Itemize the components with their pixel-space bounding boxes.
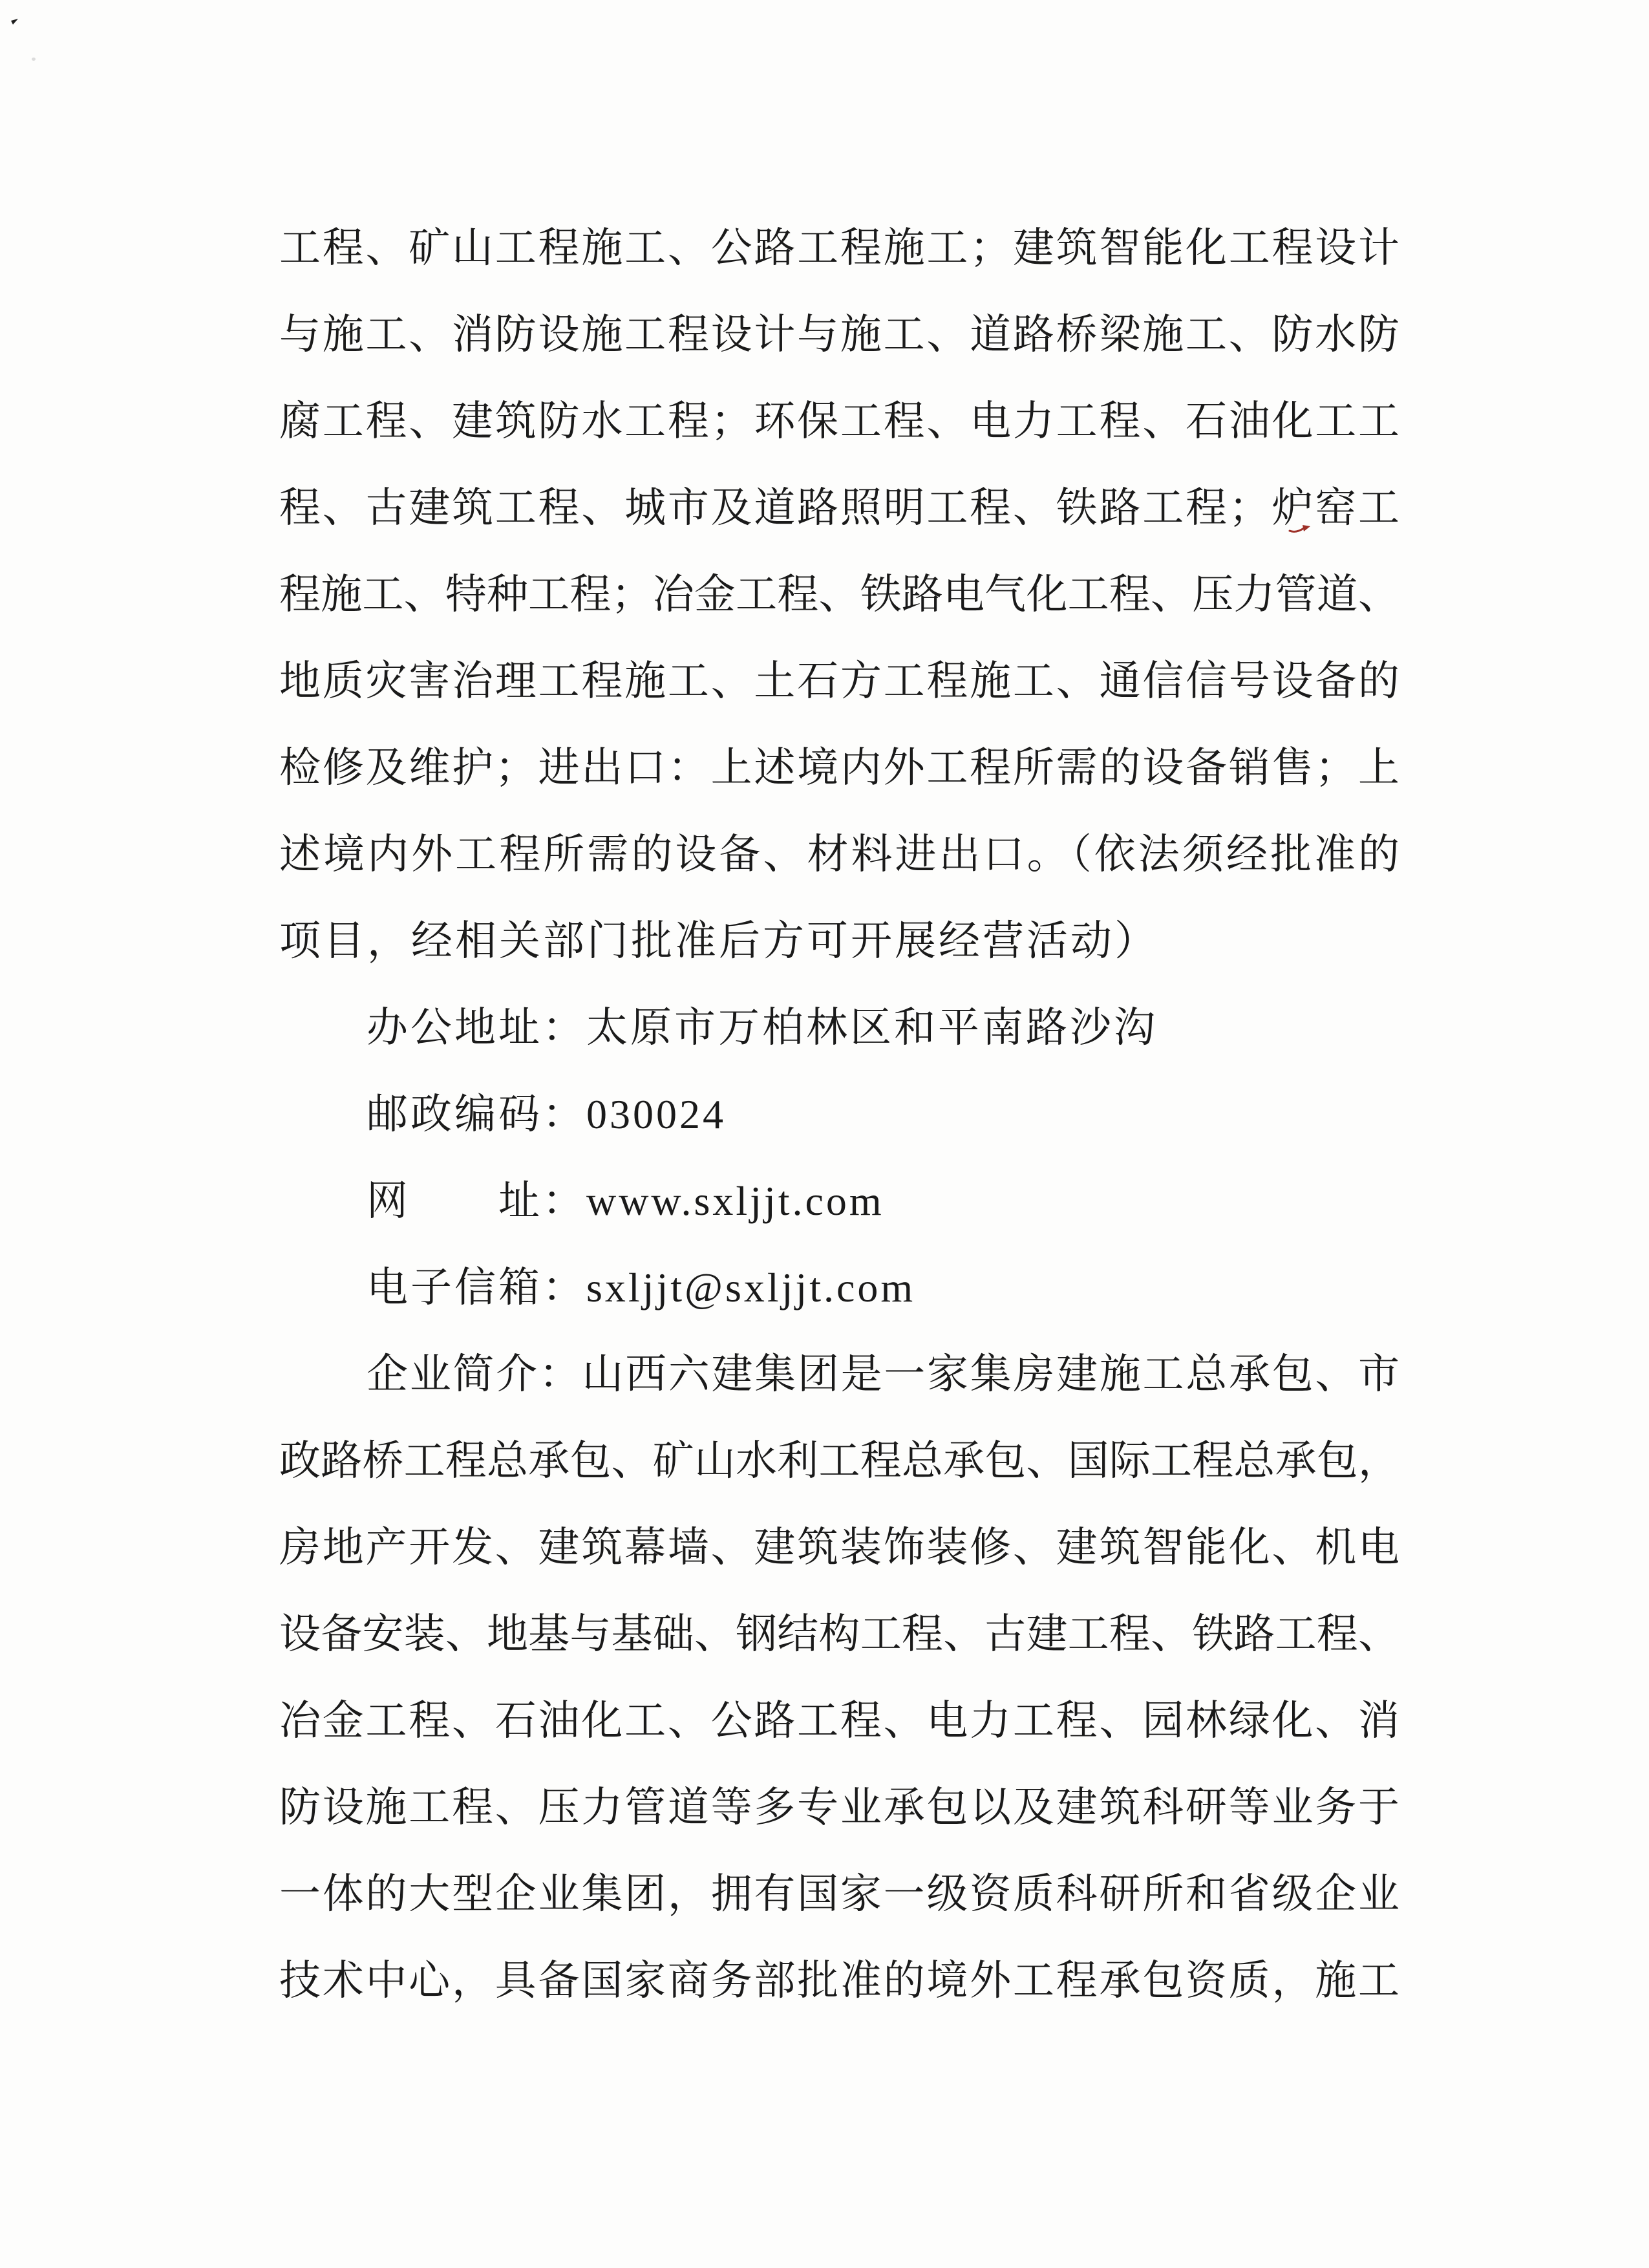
text-line: 项目，经相关部门批准后方可开展经营活动） <box>279 918 1158 964</box>
text-line: 程施工、特种工程；冶金工程、铁路电气化工程、压力管道、 <box>279 572 1399 617</box>
text-line: 地质灾害治理工程施工、土石方工程施工、通信信号设备的 <box>279 658 1399 704</box>
website-line: 网 址：www.sxljjt.com <box>367 1178 884 1224</box>
text-line: 冶金工程、石油化工、公路工程、电力工程、园林绿化、消 <box>279 1698 1399 1744</box>
text-line: 防设施工程、压力管道等多专业承包以及建筑科研等业务于 <box>279 1784 1399 1830</box>
text-line: 一体的大型企业集团，拥有国家一级资质科研所和省级企业 <box>279 1871 1399 1917</box>
text-line: 技术中心，具备国家商务部批准的境外工程承包资质，施工 <box>279 1958 1399 2004</box>
text-line: 述境内外工程所需的设备、材料进出口。（依法须经批准的 <box>279 831 1399 877</box>
text-line: 程、古建筑工程、城市及道路照明工程、铁路工程；炉窑工 <box>279 485 1399 531</box>
text-line: 与施工、消防设施工程设计与施工、道路桥梁施工、防水防 <box>279 312 1399 358</box>
text-line: 房地产开发、建筑幕墙、建筑装饰装修、建筑智能化、机电 <box>279 1524 1399 1570</box>
pen-corner-mark <box>11 17 19 23</box>
text-line: 腐工程、建筑防水工程；环保工程、电力工程、石油化工工 <box>279 398 1399 444</box>
text-line: 政路桥工程总承包、矿山水利工程总承包、国际工程总承包， <box>279 1438 1399 1484</box>
text-line: 工程、矿山工程施工、公路工程施工；建筑智能化工程设计 <box>279 225 1399 271</box>
office-address-line: 办公地址：太原市万柏林区和平南路沙沟 <box>367 1005 1158 1051</box>
document-body <box>279 205 1399 2024</box>
text-line: 检修及维护；进出口：上述境内外工程所需的设备销售；上 <box>279 745 1399 791</box>
text-line: 设备安装、地基与基础、钢结构工程、古建工程、铁路工程、 <box>279 1611 1399 1657</box>
company-intro-line: 企业简介：山西六建集团是一家集房建施工总承包、市 <box>367 1351 1399 1397</box>
scan-speck <box>32 58 36 61</box>
postal-code-line: 邮政编码：030024 <box>367 1091 726 1137</box>
email-line: 电子信箱：sxljjt@sxljjt.com <box>367 1265 916 1311</box>
